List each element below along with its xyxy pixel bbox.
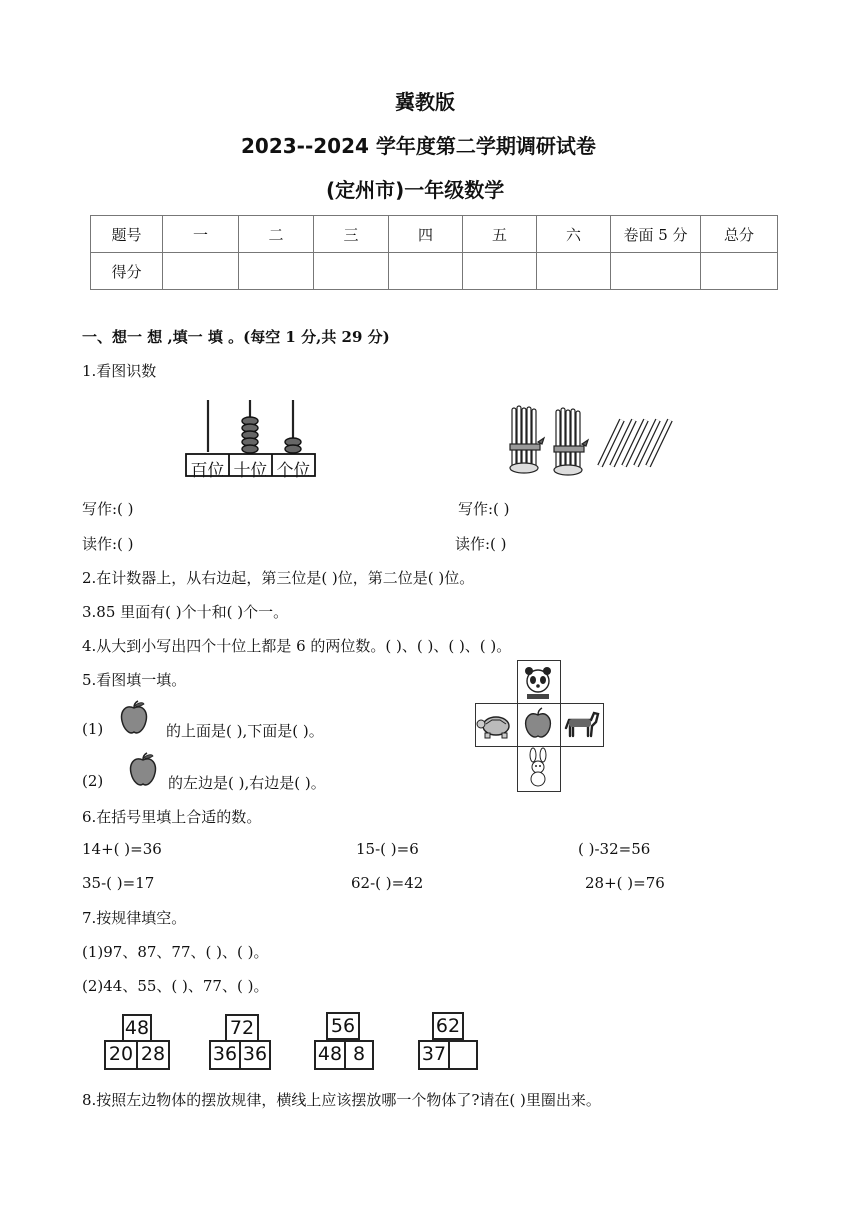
question-8: 8.按照左边物体的摆放规律，横线上应该摆放哪一个物体了?请在( )里圈出来。 <box>82 1091 601 1109</box>
pyramid-right-blank[interactable] <box>448 1040 478 1070</box>
q6-item[interactable]: ( )-32=56 <box>578 840 651 858</box>
table-cell: 卷面 5 分 <box>611 216 701 253</box>
score-input-cell[interactable] <box>389 253 463 290</box>
table-cell: 四 <box>389 216 463 253</box>
q6-item[interactable]: 15-( )=6 <box>356 840 419 858</box>
grid-cell-left <box>475 703 519 747</box>
q6-item[interactable]: 62-( )=42 <box>351 874 424 892</box>
abacus-label-hundreds: 百位 <box>190 461 225 481</box>
section-heading: 一、想一 想 ,填一 填 。(每空 1 分,共 29 分) <box>82 328 390 346</box>
score-table <box>90 215 778 290</box>
table-cell: 一 <box>163 216 239 253</box>
score-input-cell[interactable] <box>701 253 778 290</box>
score-input-cell[interactable] <box>537 253 611 290</box>
table-cell: 五 <box>463 216 537 253</box>
pyramid-top: 62 <box>432 1012 464 1040</box>
grid-cell-top <box>517 660 561 704</box>
score-input-cell[interactable] <box>239 253 314 290</box>
question-5-label: 5.看图填一填。 <box>82 671 187 689</box>
exam-subtitle: (定州市)一年级数学 <box>326 178 505 202</box>
pyramid-right: 36 <box>239 1040 271 1070</box>
panda-icon <box>518 661 558 701</box>
score-table-header-row <box>91 216 778 253</box>
question-1-label: 1.看图识数 <box>82 362 157 380</box>
q5-part2-number: (2) <box>82 772 104 790</box>
pyramid-top: 72 <box>225 1014 259 1042</box>
score-input-cell[interactable] <box>463 253 537 290</box>
grid-cell-center <box>517 703 561 747</box>
rabbit-icon <box>518 747 558 789</box>
abacus-label-ones: 个位 <box>276 461 311 481</box>
apple-icon <box>119 700 149 736</box>
score-input-cell[interactable] <box>163 253 239 290</box>
q6-item[interactable]: 14+( )=36 <box>82 840 162 858</box>
grid-cell-right <box>560 703 604 747</box>
q5-part1-text: 的上面是( ),下面是( )。 <box>166 722 324 740</box>
pyramid-top: 56 <box>326 1012 360 1040</box>
horse-icon <box>561 704 601 744</box>
pyramid-left: 36 <box>209 1040 241 1070</box>
q7-part2[interactable]: (2)44、55、( )、77、( )。 <box>82 977 269 995</box>
question-2: 2.在计数器上，从右边起，第三位是( )位，第二位是( )位。 <box>82 569 475 587</box>
q1-write-left[interactable]: 写作:( ) <box>82 500 134 518</box>
q1-read-left[interactable]: 读作:( ) <box>82 535 134 553</box>
score-input-cell[interactable] <box>611 253 701 290</box>
pyramid-left: 48 <box>314 1040 346 1070</box>
abacus-label-tens: 十位 <box>233 461 268 481</box>
question-7-label: 7.按规律填空。 <box>82 909 187 927</box>
q1-write-right[interactable]: 写作:( ) <box>458 500 510 518</box>
pyramid-right: 28 <box>136 1040 170 1070</box>
q5-part2-text: 的左边是( ),右边是( )。 <box>168 774 326 792</box>
q1-read-right[interactable]: 读作:( ) <box>455 535 507 553</box>
question-3: 3.85 里面有( )个十和( )个一。 <box>82 603 289 621</box>
pyramid-left: 37 <box>418 1040 450 1070</box>
question-6-label: 6.在括号里填上合适的数。 <box>82 808 262 826</box>
q6-item[interactable]: 28+( )=76 <box>585 874 665 892</box>
apple-icon <box>128 752 158 788</box>
grid-cell-bottom <box>517 746 561 792</box>
exam-title: 2023--2024 学年度第二学期调研试卷 <box>241 134 596 158</box>
turtle-icon <box>476 704 516 744</box>
pyramid-right: 8 <box>344 1040 374 1070</box>
sticks-bundle-icon <box>500 402 680 478</box>
score-input-cell[interactable] <box>314 253 389 290</box>
q6-item[interactable]: 35-( )=17 <box>82 874 155 892</box>
publisher: 冀教版 <box>395 90 455 114</box>
question-4: 4.从大到小写出四个十位上都是 6 的两位数。( )、( )、( )、( )。 <box>82 637 512 655</box>
table-cell: 总分 <box>701 216 778 253</box>
table-cell: 三 <box>314 216 389 253</box>
pyramid-left: 20 <box>104 1040 138 1070</box>
q5-part1-number: (1) <box>82 720 104 738</box>
q7-part1[interactable]: (1)97、87、77、( )、( )。 <box>82 943 269 961</box>
table-cell: 得分 <box>91 253 163 290</box>
table-cell: 二 <box>239 216 314 253</box>
table-cell: 题号 <box>91 216 163 253</box>
apple-icon <box>518 704 558 744</box>
score-table-score-row <box>91 253 778 290</box>
table-cell: 六 <box>537 216 611 253</box>
pyramid-top: 48 <box>122 1014 152 1042</box>
